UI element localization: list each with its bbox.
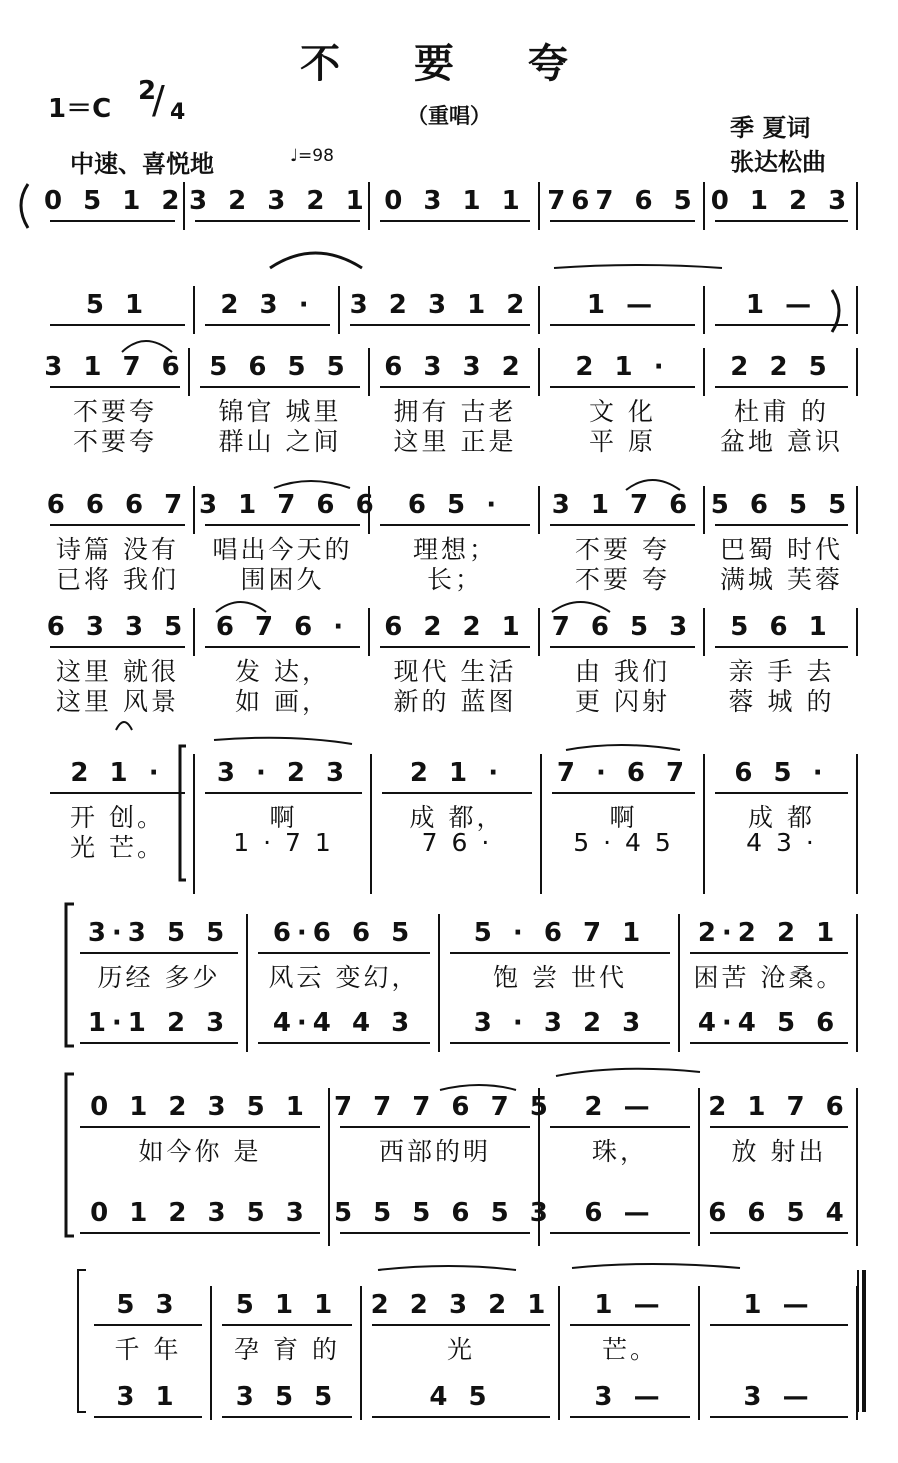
time-denominator: 4 bbox=[170, 100, 186, 125]
measure-notes: 5 5 5 6 5 3 bbox=[334, 1198, 554, 1228]
measure-notes: 3 2 3 1 2 bbox=[349, 290, 531, 320]
beam-underline bbox=[222, 1416, 352, 1418]
measure-lyric: 这里 风景 bbox=[56, 687, 179, 716]
measure-lyric: 平 原 bbox=[589, 427, 656, 456]
measure-lyric: 不要夸 bbox=[72, 427, 157, 456]
beam-underline bbox=[94, 1416, 202, 1418]
measure-notes: 3 1 7 6 6 bbox=[199, 490, 380, 520]
measure-lyric: 群山 之间 bbox=[218, 427, 342, 456]
slur-icon bbox=[116, 722, 132, 730]
lyricist: 季 夏词 bbox=[730, 114, 811, 142]
key-label: 1＝C bbox=[48, 94, 112, 124]
measure-lyric: 成 都 bbox=[748, 803, 815, 832]
measure-lyric: 历经 多少 bbox=[97, 963, 221, 992]
slur-icon bbox=[572, 1264, 740, 1268]
measure-lyric: 文 化 bbox=[589, 397, 656, 426]
measure-notes: 3 5 5 bbox=[235, 1382, 339, 1412]
measure-lyric: 发 达， bbox=[235, 657, 330, 686]
measure-notes: 6 3 3 5 bbox=[46, 612, 189, 642]
lyric-row bbox=[0, 828, 898, 868]
measure-notes: 0 1 2 3 5 3 bbox=[90, 1198, 310, 1228]
notation-row bbox=[0, 1198, 898, 1238]
beam-underline bbox=[550, 386, 695, 388]
measure-lyric: 蓉 城 的 bbox=[728, 687, 835, 716]
beam-underline bbox=[50, 386, 180, 388]
slur-icon bbox=[214, 738, 352, 744]
measure-notes: 0 5 1 2 bbox=[44, 186, 186, 216]
measure-notes: 3 — bbox=[594, 1382, 666, 1412]
measure-lyric: 这里 正是 bbox=[393, 427, 517, 456]
beam-underline bbox=[50, 646, 185, 648]
measure-lyric: 长； bbox=[426, 565, 483, 594]
beam-underline bbox=[350, 324, 530, 326]
notation-row bbox=[0, 758, 898, 798]
measure-lyric: 锦官 城里 bbox=[218, 397, 342, 426]
beam-underline bbox=[550, 646, 695, 648]
measure-lyric: 理想； bbox=[412, 535, 497, 564]
measure-notes: 2 3 · bbox=[220, 290, 315, 320]
slur-icon bbox=[378, 1266, 516, 1270]
measure-notes: 6 6 5 4 bbox=[708, 1198, 850, 1228]
measure-lyric: 现代 生活 bbox=[393, 657, 517, 686]
beam-underline bbox=[715, 220, 848, 222]
slur-icon bbox=[122, 341, 172, 352]
beam-underline bbox=[200, 386, 360, 388]
measure-lyric: 5 · 4 5 bbox=[573, 828, 674, 857]
beam-underline bbox=[570, 1324, 690, 1326]
beam-underline bbox=[715, 524, 848, 526]
beam-underline bbox=[710, 1232, 848, 1234]
measure-lyric: 啊 bbox=[609, 803, 638, 832]
beam-underline bbox=[380, 386, 530, 388]
lyric-row bbox=[0, 958, 898, 998]
measure-notes: 2 1 · bbox=[409, 758, 505, 788]
beam-underline bbox=[710, 1126, 848, 1128]
measure-notes: 7 7 7 6 7 5 bbox=[334, 1092, 554, 1122]
beam-underline bbox=[550, 324, 695, 326]
beam-underline bbox=[50, 792, 185, 794]
measure-notes: 6 5 · bbox=[734, 758, 829, 788]
measure-notes: 0 1 2 3 bbox=[710, 186, 853, 216]
beam-underline bbox=[552, 792, 695, 794]
notation-row bbox=[0, 1382, 898, 1422]
beam-underline bbox=[80, 952, 238, 954]
beam-underline bbox=[570, 1416, 690, 1418]
notation-row bbox=[0, 1092, 898, 1132]
beam-underline bbox=[550, 524, 695, 526]
beam-underline bbox=[50, 524, 185, 526]
measure-lyric: 亲 手 去 bbox=[728, 657, 835, 686]
measure-lyric: 满城 芙蓉 bbox=[720, 565, 843, 594]
measure-lyric: 光 芒。 bbox=[70, 833, 165, 862]
slur-icon bbox=[556, 1069, 700, 1076]
measure-lyric: 如今你 是 bbox=[138, 1137, 262, 1166]
measure-notes: 2 2 5 bbox=[730, 352, 833, 382]
beam-underline bbox=[205, 324, 330, 326]
measure-notes: 6 6 6 7 bbox=[46, 490, 189, 520]
measure-notes: 2 1 7 6 bbox=[708, 1092, 850, 1122]
measure-notes: 2 2 3 2 1 bbox=[370, 1290, 552, 1320]
measure-lyric: 成 都， bbox=[409, 803, 505, 832]
measure-notes: 3 1 7 6 bbox=[551, 490, 694, 520]
beam-underline bbox=[710, 1416, 848, 1418]
beam-underline bbox=[50, 220, 175, 222]
beam-underline bbox=[222, 1324, 352, 1326]
measure-notes: 6 3 3 2 bbox=[384, 352, 526, 382]
measure-lyric: 这里 就很 bbox=[56, 657, 179, 686]
measure-lyric: 不要夸 bbox=[72, 397, 157, 426]
beam-underline bbox=[195, 220, 360, 222]
notation-row bbox=[0, 490, 898, 530]
measure-lyric: 不要 夸 bbox=[575, 565, 670, 594]
slur-icon bbox=[440, 1085, 516, 1090]
beam-underline bbox=[205, 524, 360, 526]
beam-underline bbox=[80, 1232, 320, 1234]
measure-notes: 2·2 2 1 bbox=[697, 918, 841, 948]
measure-notes: 5 3 bbox=[116, 1290, 180, 1320]
measure-lyric: 困苦 沧桑。 bbox=[693, 963, 845, 992]
measure-notes: 3 · 3 2 3 bbox=[473, 1008, 647, 1038]
notation-row bbox=[0, 612, 898, 652]
measure-notes: 3 1 bbox=[116, 1382, 180, 1412]
slur-icon bbox=[626, 480, 680, 490]
measure-lyric: 珠， bbox=[591, 1137, 648, 1166]
measure-notes: 7 6 5 3 bbox=[551, 612, 694, 642]
beam-underline bbox=[450, 1042, 670, 1044]
measure-lyric: 杜甫 的 bbox=[734, 397, 829, 426]
time-slash-icon: / bbox=[152, 78, 165, 122]
beam-underline bbox=[372, 1416, 550, 1418]
measure-lyric: 围困久 bbox=[240, 565, 325, 594]
measure-notes: 2 — bbox=[584, 1092, 656, 1122]
time-numerator: 2 bbox=[138, 76, 157, 106]
beam-underline bbox=[80, 1126, 320, 1128]
lyric-row bbox=[0, 422, 898, 462]
tempo-marking: 中速、喜悦地 bbox=[70, 150, 214, 178]
beam-underline bbox=[450, 952, 670, 954]
measure-notes: 3 — bbox=[743, 1382, 815, 1412]
composer: 张达松曲 bbox=[730, 148, 826, 176]
slur-icon bbox=[274, 481, 350, 488]
beam-underline bbox=[550, 1126, 690, 1128]
beam-underline bbox=[380, 646, 530, 648]
measure-lyric: 更 闪射 bbox=[575, 687, 670, 716]
lyric-row bbox=[0, 682, 898, 722]
measure-notes: 3·3 5 5 bbox=[87, 918, 231, 948]
measure-notes: 3 1 7 6 bbox=[44, 352, 186, 382]
measure-notes: 4 5 bbox=[429, 1382, 493, 1412]
measure-notes: 6 7 6 · bbox=[215, 612, 350, 642]
measure-lyric: 开 创。 bbox=[70, 803, 165, 832]
song-title: 不 要 夸 bbox=[300, 41, 598, 87]
measure-notes: 3 · 2 3 bbox=[216, 758, 351, 788]
measure-lyric: 已将 我们 bbox=[56, 565, 179, 594]
measure-lyric: 啊 bbox=[269, 803, 298, 832]
subtitle: （重唱） bbox=[407, 104, 491, 128]
measure-lyric: 如 画， bbox=[235, 687, 330, 716]
beam-underline bbox=[258, 952, 430, 954]
measure-notes: 1 — bbox=[586, 290, 659, 320]
beam-underline bbox=[205, 646, 360, 648]
beam-underline bbox=[258, 1042, 430, 1044]
measure-lyric: 唱出今天的 bbox=[212, 535, 353, 564]
beam-underline bbox=[550, 1232, 690, 1234]
beam-underline bbox=[690, 952, 848, 954]
measure-lyric: 放 射出 bbox=[731, 1137, 827, 1166]
notation-row bbox=[0, 1290, 898, 1330]
beam-underline bbox=[690, 1042, 848, 1044]
lyric-row bbox=[0, 1330, 898, 1370]
measure-lyric: 光 bbox=[446, 1335, 475, 1364]
measure-lyric: 西部的明 bbox=[378, 1137, 491, 1166]
beam-underline bbox=[340, 1126, 530, 1128]
beam-underline bbox=[80, 1042, 238, 1044]
beam-underline bbox=[710, 1324, 848, 1326]
measure-notes: 4·4 5 6 bbox=[697, 1008, 841, 1038]
measure-lyric: 千 年 bbox=[114, 1335, 182, 1364]
measure-lyric: 拥有 古老 bbox=[393, 397, 517, 426]
measure-lyric: 4 3 · bbox=[746, 828, 817, 857]
measure-notes: 6 5 · bbox=[407, 490, 503, 520]
measure-notes: 4·4 4 3 bbox=[272, 1008, 416, 1038]
measure-notes: 3 2 3 2 1 bbox=[189, 186, 370, 216]
measure-notes: 6·6 6 5 bbox=[272, 918, 416, 948]
slur-icon bbox=[270, 253, 362, 268]
measure-notes: 5 6 5 5 bbox=[209, 352, 351, 382]
beam-underline bbox=[550, 220, 695, 222]
notation-row bbox=[0, 290, 898, 330]
measure-lyric: 新的 蓝图 bbox=[393, 687, 517, 716]
measure-notes: 7 · 6 7 bbox=[556, 758, 691, 788]
measure-notes: 5 1 1 bbox=[235, 1290, 339, 1320]
lyric-row bbox=[0, 560, 898, 600]
measure-lyric: 风云 变幻， bbox=[268, 963, 420, 992]
notation-row bbox=[0, 352, 898, 392]
beam-underline bbox=[715, 646, 848, 648]
notation-row bbox=[0, 186, 898, 226]
measure-notes: 0 3 1 1 bbox=[384, 186, 526, 216]
measure-notes: 0 1 2 3 5 1 bbox=[90, 1092, 310, 1122]
measure-lyric: 诗篇 没有 bbox=[56, 535, 179, 564]
beam-underline bbox=[382, 792, 532, 794]
beam-underline bbox=[340, 1232, 530, 1234]
measure-notes: 1 — bbox=[743, 1290, 815, 1320]
beam-underline bbox=[372, 1324, 550, 1326]
measure-lyric: 7 6 · bbox=[421, 828, 493, 857]
beam-underline bbox=[715, 324, 848, 326]
measure-notes: 5 6 5 5 bbox=[710, 490, 853, 520]
beam-underline bbox=[380, 220, 530, 222]
slur-icon bbox=[566, 745, 680, 750]
measure-notes: 2 1 · bbox=[70, 758, 165, 788]
measure-notes: 6 — bbox=[584, 1198, 656, 1228]
measure-notes: 5 · 6 7 1 bbox=[473, 918, 647, 948]
measure-lyric: 芒。 bbox=[601, 1335, 658, 1364]
measure-notes: 5 6 1 bbox=[730, 612, 833, 642]
beam-underline bbox=[205, 792, 362, 794]
measure-notes: 1·1 2 3 bbox=[87, 1008, 231, 1038]
slur-icon bbox=[554, 265, 722, 268]
measure-lyric: 不要 夸 bbox=[575, 535, 670, 564]
measure-notes: 1 — bbox=[745, 290, 818, 320]
lyric-row bbox=[0, 1132, 898, 1172]
notation-row bbox=[0, 1008, 898, 1048]
notation-row bbox=[0, 918, 898, 958]
slur-icon bbox=[552, 602, 610, 612]
beam-underline bbox=[50, 324, 185, 326]
beam-underline bbox=[94, 1324, 202, 1326]
measure-notes: 2 1 · bbox=[575, 352, 670, 382]
measure-lyric: 1 · 7 1 bbox=[233, 828, 334, 857]
beam-underline bbox=[380, 524, 530, 526]
measure-lyric: 盆地 意识 bbox=[720, 427, 843, 456]
measure-lyric: 饱 尝 世代 bbox=[493, 963, 627, 992]
measure-notes: 6 2 2 1 bbox=[384, 612, 526, 642]
beam-underline bbox=[715, 386, 848, 388]
measure-lyric: 由 我们 bbox=[575, 657, 670, 686]
metronome-mark: ♩=98 bbox=[290, 146, 334, 166]
measure-notes: 1 — bbox=[594, 1290, 666, 1320]
measure-notes: 5 1 bbox=[85, 290, 150, 320]
slur-icon bbox=[216, 602, 266, 612]
measure-notes: 767 6 5 bbox=[547, 186, 698, 216]
measure-lyric: 孕 育 的 bbox=[234, 1335, 340, 1364]
beam-underline bbox=[715, 792, 848, 794]
measure-lyric: 巴蜀 时代 bbox=[720, 535, 843, 564]
